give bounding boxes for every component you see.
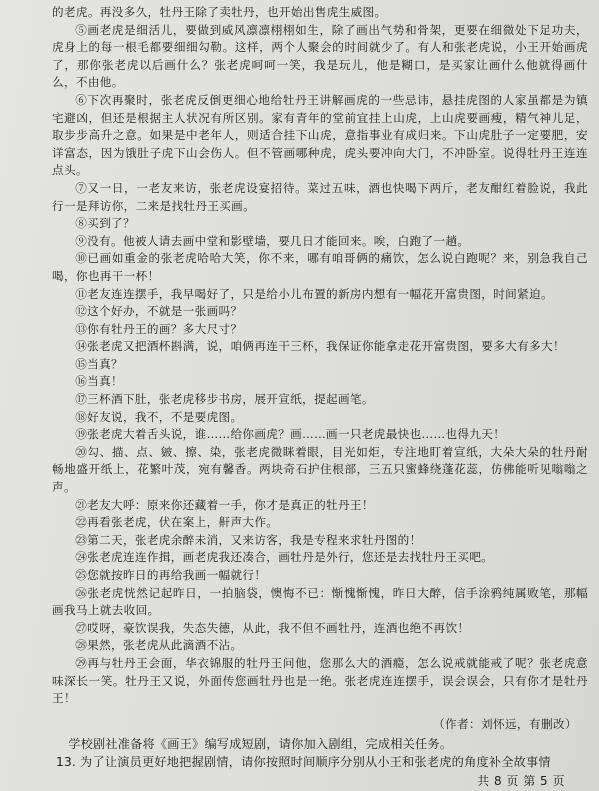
paragraph-28: ㉘果然，张老虎从此滴酒不沾。 <box>75 638 243 653</box>
paragraph-26: ㉖张老虎恍然记起昨日，一拍脑袋，懊悔不已：惭愧惭愧，昨日大醉，信手涂鸦纯属败笔，那幅画我马上就去收回。 <box>52 585 588 618</box>
paragraph-25: ㉕您就按昨日的再给我画一幅就行！ <box>75 568 267 582</box>
paragraph-16: ⑯当真！ <box>75 374 123 389</box>
story-body <box>52 4 588 708</box>
question-13: 13. 为了让演员更好地把握剧情，请你按照时间顺序分别从小王和张老虎的角度补全故事情 <box>56 755 551 769</box>
paragraph-7: ⑦又一日，一老友来访，张老虎设宴招待。菜过五味，酒也快喝下两斤，老友酣红着脸说，我此行一是拜访你，二来是找牡丹王买画。 <box>52 180 588 213</box>
paragraph-24: ㉔张老虎连连作揖，画老虎我还凑合，画牡丹是外行，您还是去找牡丹王买吧。 <box>75 550 494 565</box>
paragraph-13: ⑬你有牡丹王的画？多大尺寸？ <box>75 321 243 336</box>
paragraph-14: ⑭张老虎又把酒杯斟满，说，咱俩再连干三杯，我保证你能拿走花开富贵图，要多大有多大！ <box>75 339 565 354</box>
paragraph-17: ⑰三杯酒下肚，张老虎移步书房，展开宣纸，提起画笔。 <box>75 392 374 407</box>
task-intro: 学校剧社准备将《画王》编写成短剧，请你加入剧组，完成相关任务。 <box>68 737 453 751</box>
paragraph-8: ⑧买到了？ <box>75 216 135 231</box>
paragraph-11: ⑪老友连连摆手，我早喝好了，只是给小儿布置的新房内想有一幅花开富贵图，时间紧迫。 <box>75 286 553 301</box>
paragraph-21: ㉑老友大呼：原来你还藏着一手，你才是真正的牡丹王！ <box>75 497 374 512</box>
paragraph-18: ⑱好友说，我不，不是要虎图。 <box>75 409 243 424</box>
paragraph-23: ㉓第二天，张老虎余醉未消，又来访客，我是专程来求牡丹图的！ <box>75 532 422 547</box>
paragraph-9: ⑨没有。他被人请去画中堂和影壁墙，要几日才能回来。唉，白跑了一趟。 <box>75 233 470 248</box>
paragraph-29: ㉙再与牡丹王会面，华衣锦服的牡丹王问他，您那么大的酒瘾，怎么说戒就能戒了呢？张老虎意味深长一笑。牡丹王又说，外面传您画牡丹也是一绝。张老虎连连摆手，误会误会，只有你才是牡丹王！ <box>52 655 588 706</box>
paragraph-10: ⑩已画如重金的张老虎哈哈大笑，你不来，哪有咱哥俩的痛饮，怎么说白跑呢？来，别急我自己喝，你也再干一杯！ <box>52 251 588 283</box>
paragraph-19: ⑲张老虎大着舌头说，谁……给你画虎？画……画一只老虎最快也……也得九天！ <box>75 427 506 442</box>
paragraph-22: ㉒再看张老虎，伏在案上，鼾声大作。 <box>75 515 279 530</box>
source-attribution: （作者：刘怀远，有删改） <box>433 717 577 731</box>
task-section <box>56 735 592 771</box>
paragraph-27: ㉗哎呀，豪饮误我，失态失德，从此，我不但不画牡丹，连酒也绝不再饮！ <box>75 620 470 635</box>
paragraph-continued: 的老虎。再没多久，牡丹王除了卖牡丹，也开始出售虎生威图。 <box>52 5 387 19</box>
paragraph-12: ⑫这个好办，不就是一张画吗？ <box>75 304 243 319</box>
paragraph-5: ⑤画老虎是细活儿，要做到威风凛凛栩栩如生，除了画出气势和骨架，更要在细微处下足功夫，虎身上的每一根毛都要细细勾勒。这样，两个人聚会的时间就少了。有人和张老虎说，小王开始画虎了，那你张老虎以后画什么？张老虎呵呵一笑，我是玩儿，他是糊口，是买家让画什么他就得画什么，不由他。 <box>52 22 588 90</box>
page-number: 共 8 页 第 5 页 <box>477 774 565 788</box>
paragraph-20: ⑳勾、描、点、皴、擦、染，张老虎微眯着眼，目光如炬，专注地盯着宣纸，大朵大朵的牡丹耐畅地盛开纸上，花繁叶茂，宛有馨香。两块奇石护住根部，三五只蜜蜂绕蓬花蕊，仿佛能听见嗡嗡之声。 <box>52 444 588 495</box>
paragraph-6: ⑥下次再聚时，张老虎反倒更细心地给牡丹王讲解画虎的一些忌讳，悬挂虎图的人家虽都是为镇宅避凶，但还是根据主人状况有所区别。家有青年的堂前宜挂上山虎，上山虎要画瘦，精气神儿足，取步步高升之意。如果是中老年人，则适合挂下山虎，意指事业有成归来。下山虎肚子一定要肥，安详富态，因为饿肚子虎下山会伤人。但不管画哪种虎，虎头要冲向大门，不冲卧室。说得牡丹王连连点头。 <box>52 92 588 178</box>
paragraph-15: ⑮当真？ <box>75 356 123 371</box>
